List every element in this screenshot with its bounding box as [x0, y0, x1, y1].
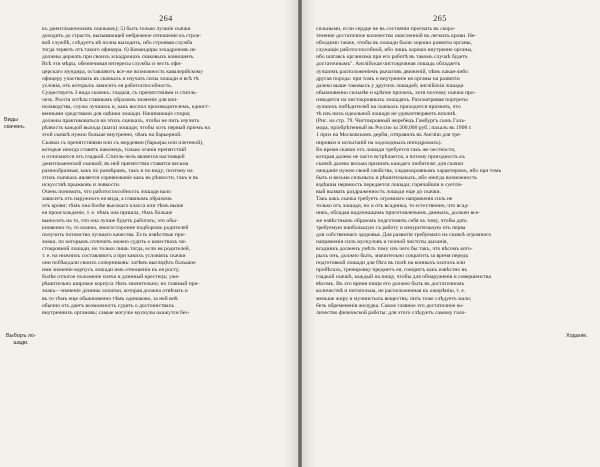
text-line: получить потомство лучшаго качества. Есть извѣстные при- — [42, 231, 186, 238]
text-line: въ то тѣмъ еще обыкновенно тѣмъ одинаково, за ней внѣ — [42, 295, 178, 302]
left-page — [0, 0, 298, 467]
text-line: безъ обремененія желудка. Самое главное это достаточное ко- — [316, 302, 464, 309]
text-line: Такъ какъ скачка требуетъ огромнаго напряженія силъ не — [316, 196, 453, 203]
text-line: церскаго мундира, оставляютъ все-же возможность кавалерійскому — [42, 68, 204, 75]
text-line: (Рис. на стр. 79. Чистокровный жеребецъ Гамбургъ сынъ Галь- — [316, 118, 466, 125]
text-line: меньше жиру и мучнистыхъ веществъ; пить тоже слѣдуетъ мало; — [316, 295, 472, 302]
text-line: отъ крови; тѣмъ она болѣе высокаго класса или тѣмъ выше — [42, 203, 184, 210]
text-line: этой скачкѣ нужно больше внутренно, чѣмъ на барьерной. — [42, 132, 182, 139]
text-line: стокровной лошади, но только лишь тогда, если ея родителей, — [42, 245, 191, 252]
text-line: рыхъ онъ, должно быть, значительно сократить за время передъ — [316, 253, 469, 259]
text-line: Очень понимать, что работоспособность лошади вало — [42, 189, 171, 196]
text-line: лучшимъ расположеніемъ рычаговъ движеній, чѣмъ какая-либо — [316, 68, 469, 75]
text-line: доходить до страсти, вызывающей небрежное отношеніе къ строе- — [42, 33, 202, 40]
text-line: офицеру участвовать въ скачкахъ и изучать силы лошади и всѣ тѣ — [42, 75, 199, 82]
text-line: рѣзвость каждой выхода (шага) лошади; чтобы хотъ первый пріемъ на — [42, 125, 210, 132]
text-line: личество физической работы: для этого слѣдуетъ самому гало- — [316, 309, 467, 316]
text-line: тогда теряеть отъ такого офицера. 6) Командиры эскадроновъ не — [42, 47, 196, 54]
margin-note-horse-selection: Выборъ ло- шади. — [5, 333, 37, 346]
text-line: скачкѣ далеко весьма признать каждаго любителя: для скачки — [316, 160, 464, 167]
text-line: пробѣгахъ, тренировку предметъ ея, говорятъ какъ извѣстно въ — [316, 267, 467, 274]
text-line: этихъ скачкахъ является соревнованіе какъ въ рѣзвости, такъ и въ — [42, 174, 199, 181]
text-line: обходимо также, чтобы въ лошади были хорошо развиты органы, — [316, 40, 472, 47]
text-line: джентльменской скачкой; въ ней препятствія ставятся весьма — [42, 160, 189, 167]
text-line: которые иногда ставятъ наконецъ, только оганія препятствій — [42, 146, 187, 153]
text-line: напряженія силъ мускуловъ и полной чистоты дыханія, — [316, 238, 448, 245]
text-line: венными средствами для оцѣнки лошади. Начинающіе спорщ — [42, 111, 190, 118]
text-line: разнообразныя, какъ по размѣрамъ, такъ и по виду; поэтому на — [42, 167, 193, 174]
text-line: условія, отъ которыхъ зависитъ ея работоспособность. — [42, 82, 173, 89]
text-line: достаточнымъ". Англійская чистокровная лошадь обладаетъ — [316, 61, 461, 68]
text-line: къ джентльменскимъ скачкамъ); 5) быть только лучшіе скачки — [42, 26, 191, 32]
text-line: ими значеніе корпусъ лошади имъ отношеніи къ ея росту, — [42, 267, 180, 274]
text-line: обычно отъ даетъ возможность судить о достоинствахъ — [42, 302, 174, 309]
text-line: вѣсомъ. Въ это время пищи его должно быть въ достаточномъ — [316, 281, 465, 288]
right-page — [302, 0, 600, 467]
text-line: чезъ. Россія хотѣла главнымъ образомъ значеніе для кон- — [42, 96, 179, 103]
text-line: служащіе работоспособной, ибо лишь хорошо внутренне органы, — [316, 47, 473, 54]
text-line: никъ, обладая надлежащимъ приготовленьемъ данныхъ, должен все- — [316, 210, 480, 217]
text-line: знакъ—значеніе длинны лопатки, которая должна отвѣчать и — [42, 288, 188, 295]
text-line: должны держать при своихъ эскадронахъ скаковыхъ конюшенъ. — [42, 54, 195, 61]
text-line: кновенно то, то можно, многосторонне подборомъ родителей — [42, 224, 189, 231]
left-page-text — [42, 26, 290, 317]
text-line: изводятся на чистокровныхъ лошадяхъ. Разсматривая портреты — [316, 96, 468, 103]
text-line: всадникъ долженъ умѣть тому изъ чего бы такъ, что вѣсомъ кото- — [316, 245, 473, 252]
text-line: для собственнаго здоровья. Для развитія требуемаго на скачкѣ огромного — [316, 231, 492, 238]
text-line: быть и весьма сильныхъ и рѣшительныхъ, ибо иногда возможность — [316, 174, 477, 181]
text-line: зависитъ отъ наружного ея вида, а главнымъ образомъ — [42, 196, 172, 203]
page-number-right: 265 — [433, 14, 447, 23]
text-line: Скачки съ препятствіями или съ жердеями (барьеры или плетеной), — [42, 139, 204, 146]
text-line: количествѣ и питательна, не расположенная къ ожирѣнію, т. е. — [316, 288, 466, 295]
text-line: т. е. на нижнихъ составляютъ а при какихъ условіяхъ скачки — [42, 253, 186, 259]
text-line: вздѣшна нервность передается лошади; горячайшія и суетли- — [316, 182, 463, 189]
page-number-left: 264 — [159, 14, 173, 23]
text-line: обыкновенно сильнѣе и крѣпче прочихъ, хотя поэтому скачки про- — [316, 89, 476, 96]
text-line: внутреннихъ органовъ; самые могучіе мускулы окажутся без- — [42, 309, 190, 316]
text-line: требуемую наибольшую съ работу и изнурительную отъ перва — [316, 224, 466, 231]
text-line: вой службѣ, слѣдуетъ вѣ полна выходить, ибо строевая служба — [42, 40, 193, 47]
text-line: Всѣ эти мѣры, обезпечивая интересы службы и честь офи- — [42, 61, 183, 68]
text-line: вый вызвать раздраженность лошади еще до скачки. — [316, 189, 441, 196]
text-line: выносить на то, что она лучше будетъ работать; это обы- — [42, 217, 178, 224]
text-line: гладкой скачкѣ, каждый на пищу, чтобы для обнаруженія и совершенства — [316, 274, 491, 281]
text-line: течение достаточное количество окисленной въ легкихъ крови. Не- — [316, 33, 477, 40]
text-line: и отличаются отъ гладкой. Стипль-чезъ является настоящей — [42, 153, 185, 160]
text-line: же извѣстнымъ образомъ подготовить себя къ тому, чтобы дать — [316, 217, 467, 224]
text-line: подготовкой лошади для бѣга въ полѣ на конныхъ охотахъ или — [316, 260, 466, 267]
text-line: мора, пріобрѣтенный въ Россію за 200,000 руб.; пахалъ въ 1908 г. — [316, 125, 472, 132]
text-line: знаки, по которымъ отличить можно судить о качествахъ чи- — [42, 238, 187, 245]
text-line: далеко выше таковыхъ у другихъ лошадей; англійскія лошади — [316, 82, 464, 89]
text-line: должны практиковаться на этихъ скачкахъ, чтобы не пить изучить — [42, 118, 200, 125]
text-line: болѣе отлогое положеніе плеча и длинный крестецъ; уже- — [42, 274, 180, 281]
text-line: ибо шатаясь организма при его работѣ въ такомъ случаѣ будетъ — [316, 54, 468, 61]
text-line: другая порода: при томъ и внутренніе ея органы на развитіи — [316, 75, 460, 82]
text-line: искусствѣ прыжковъ и ловкости. — [42, 182, 121, 189]
text-line: они побѣждали своихъ соперниковъ: затѣмъ выглядѣть большое — [42, 260, 196, 267]
right-page-text — [316, 26, 564, 317]
margin-note-walking: Ходаніе. — [566, 333, 588, 339]
text-line: только отъ лошади, но и отъ всадника, то естественно, что всад- — [316, 203, 470, 210]
text-line: лучшихъ побѣдителей на скачкахъ приходится признать, что — [316, 104, 461, 111]
text-line: сильными, если сердце не въ состояніи прогнать въ скоро- — [316, 26, 456, 32]
text-line: 1 приз на Московскомъ дербм, отправилъ въ Англію для тре- — [316, 132, 462, 139]
text-line: нозаводства, служа лучшихъ и, какъ воспол производителемъ, единст- — [42, 104, 210, 111]
text-line: Во время скачки отъ лошади требуется такъ же честности, — [316, 146, 456, 153]
text-line: рѣшительно широкое корпуса тѣмъ значительно; но главный при- — [42, 281, 200, 288]
text-line: которая далеко не часто встрѣчается, а потому пригодность къ — [316, 153, 465, 160]
margin-note-race-types: Виды скачекъ. — [4, 117, 26, 130]
text-line: ея происхожденіе, т. е. чѣмъ она пришла, тѣмъ больше — [42, 210, 173, 217]
text-line: ожиданіе нужно своей свойства, хладнокровнымъ характеромъ, ибо при томъ — [316, 167, 502, 174]
text-line: нировки и испытаній на ходоходныхъ ипподромахъ). — [316, 139, 442, 146]
text-line: Существуетъ 3 вида скачекъ: гладкія, съ препятствіями и стипль- — [42, 89, 198, 96]
text-line: тѣ изъ нихъ идеальной лошади не удовлетворяютъ вполнѣ. — [316, 111, 457, 118]
